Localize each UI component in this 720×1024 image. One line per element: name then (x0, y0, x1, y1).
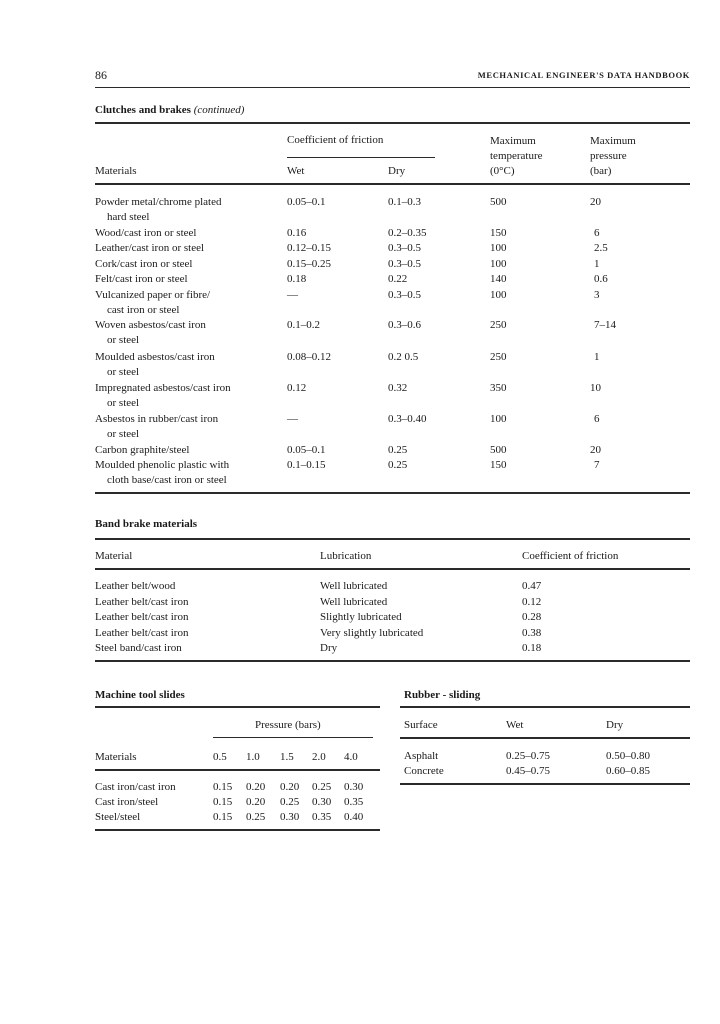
table-row-value: 0.40 (344, 811, 364, 823)
clutches-cof-rule (287, 157, 435, 158)
table-row-value: 0.15 (213, 781, 233, 793)
band-header-material: Material (95, 550, 133, 562)
table-row-material-cont: or steel (107, 428, 140, 440)
table-row-surface: Concrete (404, 765, 444, 777)
table-row-material: Leather belt/cast iron (95, 627, 189, 639)
table-row-temp: 150 (490, 227, 507, 239)
table-row-temp: 250 (490, 351, 507, 363)
table-row-cof: 0.12 (522, 596, 542, 608)
table-row-dry: 0.3–0.5 (388, 242, 421, 254)
machine-header-p5: 4.0 (344, 751, 358, 763)
table-row-material: Steel/steel (95, 811, 141, 823)
table-row-material: Felt/cast iron or steel (95, 273, 188, 285)
clutches-header-press-3: (bar) (590, 165, 612, 177)
table-row-material-cont: or steel (107, 397, 140, 409)
table-row-material: Steel band/cast iron (95, 642, 182, 654)
machine-header-materials: Materials (95, 751, 137, 763)
table-row-value: 0.35 (312, 811, 332, 823)
table-row-material: Leather belt/cast iron (95, 611, 189, 623)
rubber-top-rule (400, 706, 690, 708)
table-row-dry: 0.1–0.3 (388, 196, 421, 208)
table-row-wet: 0.16 (287, 227, 307, 239)
table-row-material: Leather/cast iron or steel (95, 242, 205, 254)
table-row-material-cont: hard steel (107, 211, 150, 223)
table-row-material: Moulded asbestos/cast iron (95, 351, 215, 363)
table-row-press: 1 (594, 351, 600, 363)
clutches-header-press-2: pressure (590, 150, 627, 162)
table-row-value: 0.20 (280, 781, 300, 793)
table-row-dry: 0.25 (388, 444, 408, 456)
table-row-wet: — (287, 289, 298, 301)
table-row-temp: 140 (490, 273, 507, 285)
table-row-value: 0.20 (246, 781, 266, 793)
table-row-dry: 0.25 (388, 459, 408, 471)
table-row-material: Moulded phenolic plastic with (95, 459, 230, 471)
table-row-wet: 0.25–0.75 (506, 750, 550, 762)
table-row-press: 6 (594, 413, 600, 425)
band-header-rule (95, 568, 690, 570)
table-row-cof: 0.18 (522, 642, 542, 654)
rubber-header-surface: Surface (404, 719, 438, 731)
clutches-header-cof: Coefficient of friction (287, 134, 384, 146)
table-row-wet: 0.15–0.25 (287, 258, 331, 270)
table-row-dry: 0.32 (388, 382, 408, 394)
table-row-material: Asbestos in rubber/cast iron (95, 413, 219, 425)
table-row-temp: 150 (490, 459, 507, 471)
table-row-value: 0.30 (312, 796, 332, 808)
table-row-press: 7 (594, 459, 600, 471)
table-row-value: 0.35 (344, 796, 364, 808)
machine-top-rule (95, 706, 380, 708)
table-row-temp: 250 (490, 319, 507, 331)
band-header-cof: Coefficient of friction (522, 550, 619, 562)
table-row-wet: 0.12–0.15 (287, 242, 331, 254)
page-number: 86 (95, 68, 107, 82)
table-row-dry: 0.22 (388, 273, 408, 285)
table-row-press: 1 (594, 258, 600, 270)
table-row-material-cont: cast iron or steel (107, 304, 180, 316)
clutches-header-temp-3: (0°C) (490, 165, 515, 177)
rubber-bottom-rule (400, 783, 690, 785)
table-row-cof: 0.38 (522, 627, 542, 639)
table-row-material-cont: cloth base/cast iron or steel (107, 474, 227, 486)
machine-header-rule (95, 769, 380, 771)
table-row-material: Impregnated asbestos/cast iron (95, 382, 231, 394)
table-row-press: 0.6 (594, 273, 608, 285)
clutches-header-temp-2: temperature (490, 150, 543, 162)
table-row-material: Cast iron/cast iron (95, 781, 176, 793)
table-row-material: Cast iron/steel (95, 796, 159, 808)
clutches-top-rule (95, 122, 690, 124)
table-row-dry: 0.3–0.6 (388, 319, 421, 331)
clutches-header-temp-1: Maximum (490, 135, 536, 147)
table-row-temp: 100 (490, 242, 507, 254)
table-row-dry: 0.3–0.5 (388, 258, 421, 270)
rubber-header-dry: Dry (606, 719, 624, 731)
table-row-lubrication: Well lubricated (320, 596, 388, 608)
table-row-temp: 100 (490, 413, 507, 425)
band-header-lubrication: Lubrication (320, 550, 372, 562)
table-row-wet: 0.08–0.12 (287, 351, 331, 363)
table-row-wet: 0.45–0.75 (506, 765, 550, 777)
table-row-dry: 0.50–0.80 (606, 750, 650, 762)
machine-header-p3: 1.5 (280, 751, 294, 763)
table-row-temp: 100 (490, 258, 507, 270)
clutches-header-rule (95, 183, 690, 185)
table-row-press: 3 (594, 289, 600, 301)
table-row-material: Vulcanized paper or fibre/ (95, 289, 211, 301)
band-section-title: Band brake materials (95, 518, 198, 530)
clutches-section-title (95, 104, 244, 116)
table-row-value: 0.25 (246, 811, 266, 823)
machine-header-p4: 2.0 (312, 751, 326, 763)
table-row-lubrication: Well lubricated (320, 580, 388, 592)
running-head: MECHANICAL ENGINEER'S DATA HANDBOOK (477, 70, 690, 80)
table-row-lubrication: Dry (320, 642, 338, 654)
table-row-surface: Asphalt (404, 750, 439, 762)
table-row-cof: 0.28 (522, 611, 542, 623)
table-row-value: 0.15 (213, 796, 233, 808)
table-row-lubrication: Slightly lubricated (320, 611, 402, 623)
table-row-wet: 0.12 (287, 382, 307, 394)
table-row-material: Carbon graphite/steel (95, 444, 190, 456)
table-row-temp: 100 (490, 289, 507, 301)
table-row-material: Cork/cast iron or steel (95, 258, 193, 270)
band-top-rule (95, 538, 690, 540)
table-row-value: 0.30 (344, 781, 364, 793)
table-row-dry: 0.3–0.40 (388, 413, 427, 425)
table-row-wet: — (287, 413, 298, 425)
table-row-wet: 0.05–0.1 (287, 444, 326, 456)
header-rule (95, 87, 690, 88)
table-row-dry: 0.3–0.5 (388, 289, 421, 301)
table-row-material: Powder metal/chrome plated (95, 196, 222, 208)
table-row-temp: 350 (490, 382, 507, 394)
table-row-wet: 0.1–0.15 (287, 459, 326, 471)
table-row-value: 0.25 (280, 796, 300, 808)
clutches-header-wet: Wet (287, 165, 305, 177)
table-row-press: 10 (590, 382, 601, 394)
machine-header-pressure: Pressure (bars) (255, 719, 321, 731)
table-row-dry: 0.60–0.85 (606, 765, 650, 777)
machine-section-title: Machine tool slides (95, 689, 185, 701)
clutches-header-materials: Materials (95, 165, 137, 177)
table-row-material: Leather belt/wood (95, 580, 176, 592)
table-row-temp: 500 (490, 444, 507, 456)
table-row-value: 0.20 (246, 796, 266, 808)
table-row-press: 2.5 (594, 242, 608, 254)
table-row-cof: 0.47 (522, 580, 542, 592)
table-row-wet: 0.1–0.2 (287, 319, 320, 331)
table-row-press: 20 (590, 196, 601, 208)
clutches-header-dry: Dry (388, 165, 406, 177)
machine-header-p1: 0.5 (213, 751, 227, 763)
rubber-header-wet: Wet (506, 719, 524, 731)
table-row-temp: 500 (490, 196, 507, 208)
table-row-value: 0.25 (312, 781, 332, 793)
table-row-material: Leather belt/cast iron (95, 596, 189, 608)
table-row-wet: 0.18 (287, 273, 307, 285)
table-row-dry: 0.2–0.35 (388, 227, 427, 239)
rubber-header-rule (400, 737, 690, 739)
table-row-value: 0.15 (213, 811, 233, 823)
table-row-wet: 0.05–0.1 (287, 196, 326, 208)
table-row-press: 6 (594, 227, 600, 239)
table-row-press: 20 (590, 444, 601, 456)
clutches-bottom-rule (95, 492, 690, 494)
table-row-material-cont: or steel (107, 334, 140, 346)
clutches-title-note: (continued) (193, 104, 245, 116)
table-row-value: 0.30 (280, 811, 300, 823)
table-row-press: 7–14 (594, 319, 616, 331)
table-row-material-cont: or steel (107, 366, 140, 378)
table-row-dry: 0.2 0.5 (388, 351, 419, 363)
machine-header-p2: 1.0 (246, 751, 260, 763)
clutches-header-press-1: Maximum (590, 135, 636, 147)
clutches-title: Clutches and brakes (95, 104, 191, 116)
table-row-lubrication: Very slightly lubricated (320, 627, 424, 639)
machine-pressure-rule (213, 737, 373, 738)
table-row-material: Woven asbestos/cast iron (95, 319, 206, 331)
table-row-material: Wood/cast iron or steel (95, 227, 197, 239)
rubber-section-title: Rubber - sliding (404, 689, 481, 701)
machine-bottom-rule (95, 829, 380, 831)
band-bottom-rule (95, 660, 690, 662)
